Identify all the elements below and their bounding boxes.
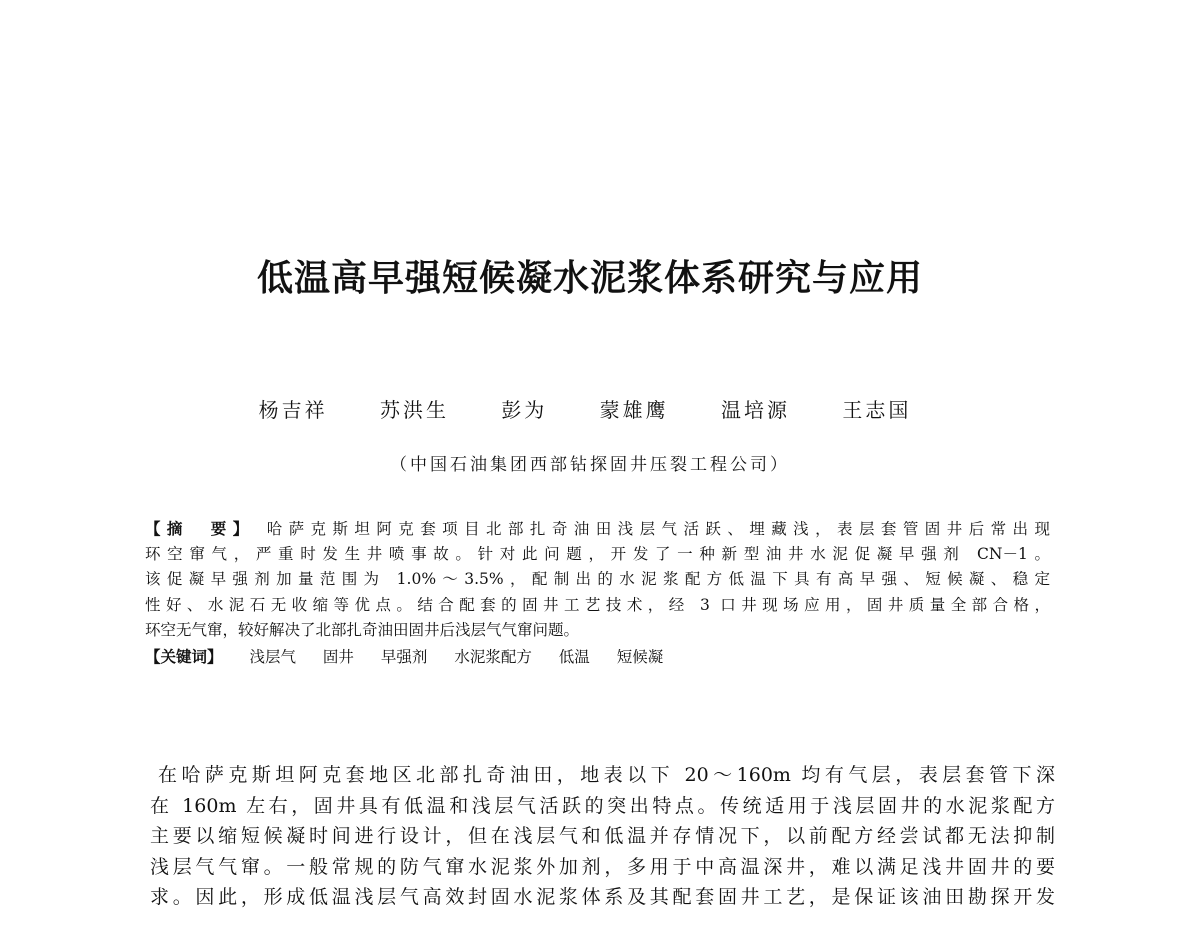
- author: 温培源: [721, 398, 791, 422]
- author: 彭为: [501, 398, 548, 422]
- body-line: 求。因此，形成低温浅层气高效封固水泥浆体系及其配套固井工艺，是保证该油田勘探开发: [150, 886, 1055, 908]
- keyword: 短候凝: [616, 647, 664, 666]
- body-text: [150, 760, 1055, 913]
- body-line: 浅层气气窜。一般常规的防气窜水泥浆外加剂，多用于中高温深井，难以满足浅井固井的要: [150, 855, 1055, 878]
- affiliation: （中国石油集团西部钻探固井压裂工程公司）: [390, 455, 790, 475]
- author: 蒙雄鹰: [599, 398, 669, 422]
- author: 王志国: [842, 398, 912, 422]
- body-line: 在哈萨克斯坦阿克套地区北部扎奇油田，地表以下 20～160m 均有气层，表层套管下深: [158, 764, 1055, 786]
- body-line: 在 160m 左右，固井具有低温和浅层气活跃的突出特点。传统适用于浅层固井的水泥浆配方: [150, 794, 1055, 817]
- abstract: [145, 516, 1050, 669]
- author: 苏洪生: [379, 398, 449, 422]
- abstract-line: 环空无气窜，较好解决了北部扎奇油田固井后浅层气气窜问题。: [145, 621, 580, 639]
- keyword: 低温: [558, 647, 590, 666]
- abstract-label: 【摘 要】: [145, 519, 255, 538]
- body-line: 主要以缩短候凝时间进行设计，但在浅层气和低温并存情况下，以前配方经尝试都无法抑制: [150, 825, 1055, 847]
- keyword: 早强剂: [380, 647, 428, 666]
- paper-title: 低温高早强短候凝水泥浆体系研究与应用: [256, 257, 923, 299]
- keywords: [145, 644, 1050, 670]
- keyword: 水泥浆配方: [454, 647, 532, 666]
- abstract-line: 环空窜气，严重时发生井喷事故。针对此问题，开发了一种新型油井水泥促凝早强剂 CN－1。: [145, 544, 1050, 563]
- abstract-line: 该促凝早强剂加量范围为 1.0%～3.5%，配制出的水泥浆配方低温下具有高早强、短候凝、稳定: [145, 570, 1050, 588]
- author-list: [0, 394, 1170, 423]
- keyword: 浅层气: [249, 647, 296, 666]
- abstract-line: 哈萨克斯坦阿克套项目北部扎奇油田浅层气活跃、埋藏浅，表层套管固井后常出现: [266, 520, 1050, 538]
- keywords-label: 【关键词】: [145, 646, 223, 666]
- keyword: 固井: [322, 647, 354, 666]
- abstract-line: 性好、水泥石无收缩等优点。结合配套的固井工艺技术，经 3 口井现场应用，固井质量全部合格，: [145, 595, 1051, 614]
- author: 杨吉祥: [258, 398, 328, 422]
